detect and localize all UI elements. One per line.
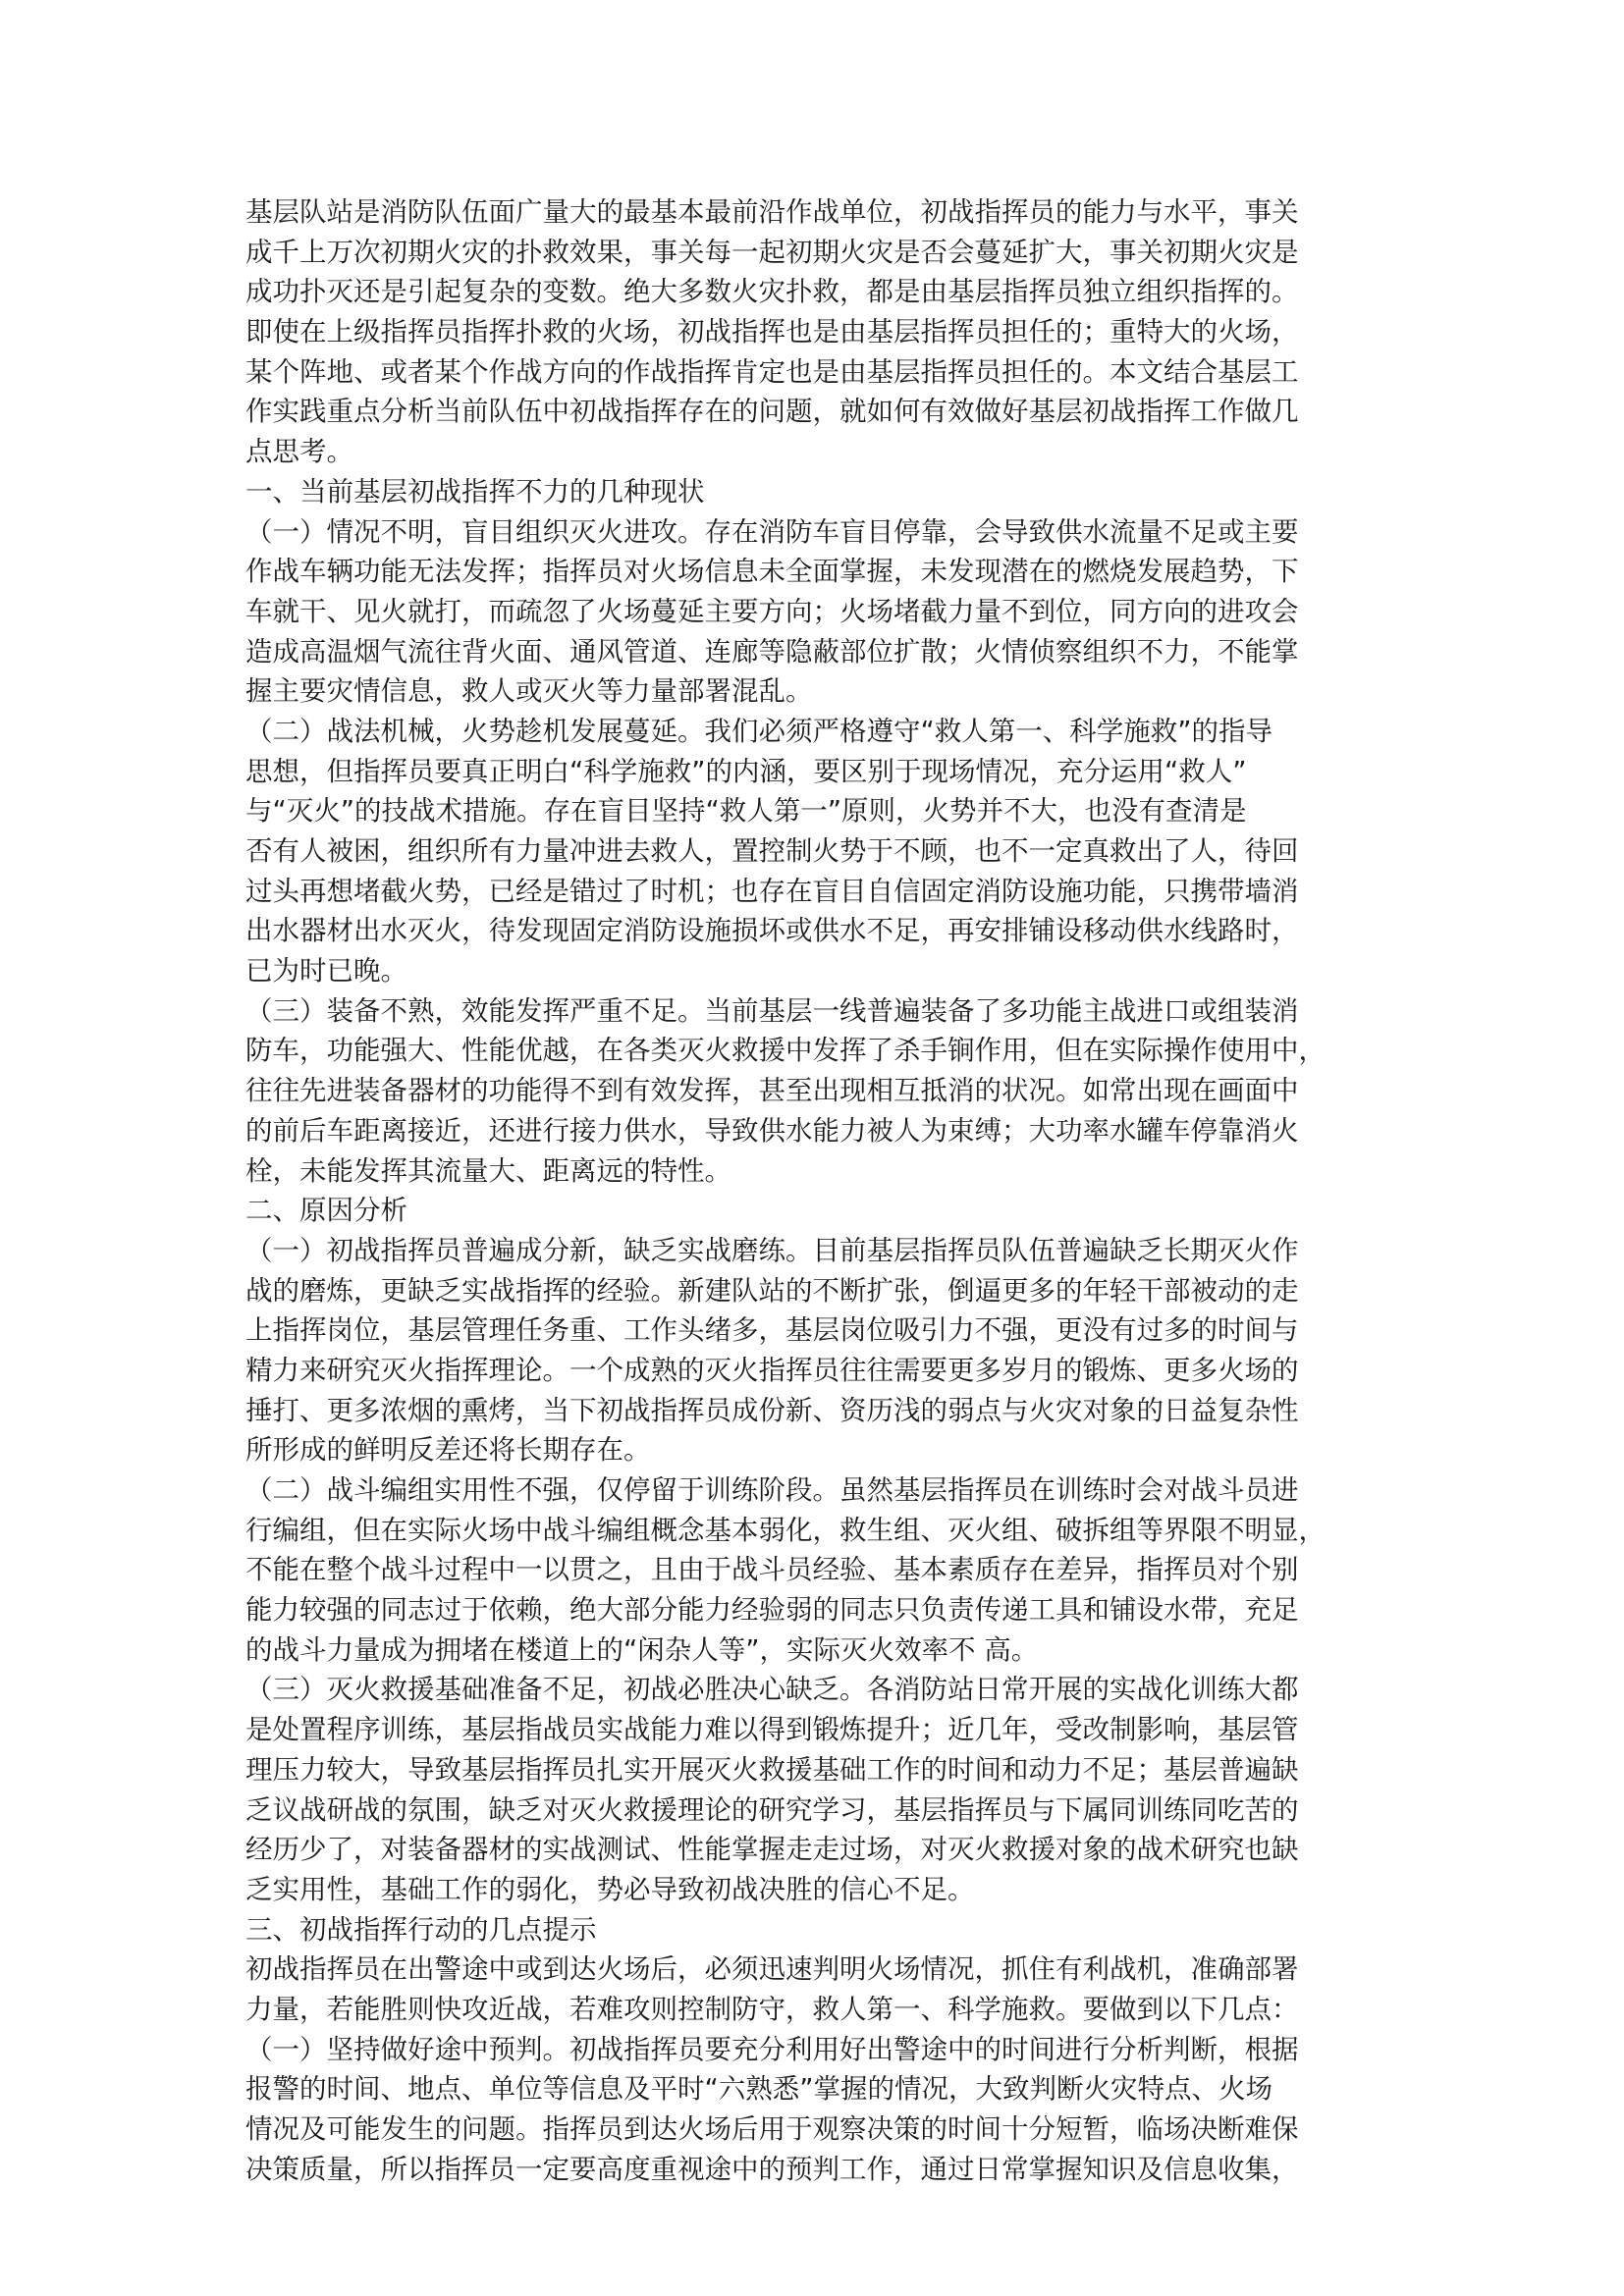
text-line: 二、原因分析	[245, 1195, 407, 1227]
text-line: 理压力较大，导致基层指挥员扎实开展灭火救援基础工作的时间和动力不足；基层普遍缺	[245, 1753, 1299, 1786]
text-line: （一）初战指挥员普遍成分新，缺乏实战磨练。目前基层指挥员队伍普遍缺乏长期灭火作	[245, 1234, 1299, 1266]
text-line: 不能在整个战斗过程中一以贯之，且由于战斗员经验、基本素质存在差异，指挥员对个别	[245, 1554, 1299, 1586]
text-line: （三）灭火救援基础准备不足，初战必胜决心缺乏。各消防站日常开展的实战化训练大都	[245, 1674, 1299, 1706]
text-line: 的前后车距离接近，还进行接力供水，导致供水能力被人为束缚；大功率水罐车停靠消火	[245, 1114, 1299, 1147]
text-line: 初战指挥员在出警途中或到达火场后，必须迅速判明火场情况，抓住有利战机，准确部署	[245, 1953, 1299, 1986]
text-line: 作战车辆功能无法发挥；指挥员对火场信息未全面掌握，未发现潜在的燃烧发展趋势，下	[245, 556, 1299, 588]
text-line: （一）情况不明，盲目组织灭火进攻。存在消防车盲目停靠，会导致供水流量不足或主要	[245, 515, 1299, 548]
text-line: 情况及可能发生的问题。指挥员到达火场后用于观察决策的时间十分短暂，临场决断难保	[245, 2113, 1299, 2145]
text-line: 往往先进装备器材的功能得不到有效发挥，甚至出现相互抵消的状况。如常出现在画面中	[245, 1075, 1299, 1107]
text-line: 造成高温烟气流往背火面、通风管道、连廊等隐蔽部位扩散；火情侦察组织不力，不能掌	[245, 635, 1299, 667]
text-line: 点思考。	[245, 436, 353, 468]
text-line: 某个阵地、或者某个作战方向的作战指挥肯定也是由基层指挥员担任的。本文结合基层工	[245, 355, 1299, 388]
text-line: （三）装备不熟，效能发挥严重不足。当前基层一线普遍装备了多功能主战进口或组装消	[245, 994, 1299, 1027]
document-body	[245, 192, 1384, 2189]
text-line: 捶打、更多浓烟的熏烤，当下初战指挥员成份新、资历浅的弱点与火灾对象的日益复杂性	[245, 1394, 1299, 1426]
text-line: 能力较强的同志过于依赖，绝大部分能力经验弱的同志只负责传递工具和铺设水带，充足	[245, 1594, 1299, 1627]
text-line: 思想，但指挥员要真正明白“科学施救”的内涵，要区别于现场情况，充分运用“救人”	[245, 755, 1247, 787]
text-line: 经历少了，对装备器材的实战测试、性能掌握走走过场，对灭火救援对象的战术研究也缺	[245, 1834, 1299, 1866]
text-line: 是处置程序训练，基层指战员实战能力难以得到锻炼提升；近几年，受改制影响，基层管	[245, 1714, 1299, 1746]
text-line: 的战斗力量成为拥堵在楼道上的“闲杂人等”，实际灭火效率不 高。	[245, 1633, 1039, 1666]
text-line: 乏实用性，基础工作的弱化，势必导致初战决胜的信心不足。	[245, 1873, 975, 1905]
text-line: 即使在上级指挥员指挥扑救的火场，初战指挥也是由基层指挥员担任的；重特大的火场，	[245, 316, 1299, 348]
text-line: 车就干、见火就打，而疏忽了火场蔓延主要方向；火场堵截力量不到位，同方向的进攻会	[245, 595, 1299, 627]
text-line: 精力来研究灭火指挥理论。一个成熟的灭火指挥员往往需要更多岁月的锻炼、更多火场的	[245, 1354, 1299, 1386]
text-line: 成千上万次初期火灾的扑救效果，事关每一起初期火灾是否会蔓延扩大，事关初期火灾是	[245, 236, 1299, 268]
text-line: 作实践重点分析当前队伍中初战指挥存在的问题，就如何有效做好基层初战指挥工作做几	[245, 396, 1299, 428]
text-line: （二）战法机械，火势趁机发展蔓延。我们必须严格遵守“救人第一、科学施救”的指导	[245, 715, 1272, 747]
text-line: 报警的时间、地点、单位等信息及平时“六熟悉”掌握的情况，大致判断火灾特点、火场	[245, 2073, 1272, 2106]
text-line: （一）坚持做好途中预判。初战指挥员要充分利用好出警途中的时间进行分析判断，根据	[245, 2033, 1299, 2065]
text-line: 上指挥岗位，基层管理任务重、工作头绪多，基层岗位吸引力不强，更没有过多的时间与	[245, 1314, 1299, 1347]
text-line: 乏议战研战的氛围，缺乏对灭火救援理论的研究学习，基层指挥员与下属同训练同吃苦的	[245, 1793, 1299, 1826]
text-line: 防车，功能强大、性能优越，在各类灭火救援中发挥了杀手锏作用，但在实际操作使用中，	[245, 1035, 1326, 1067]
text-line: 成功扑灭还是引起复杂的变数。绝大多数火灾扑救，都是由基层指挥员独立组织指挥的。	[245, 276, 1299, 308]
text-line: 力量，若能胜则快攻近战，若难攻则控制防守，救人第一、科学施救。要做到以下几点：	[245, 1993, 1299, 2025]
text-line: 出水器材出水灭火，待发现固定消防设施损坏或供水不足，再安排铺设移动供水线路时，	[245, 915, 1299, 947]
text-line: 决策质量，所以指挥员一定要高度重视途中的预判工作，通过日常掌握知识及信息收集，	[245, 2153, 1299, 2185]
text-line: 过头再想堵截火势，已经是错过了时机；也存在盲目自信固定消防设施功能，只携带墙消	[245, 875, 1299, 907]
text-line: （二）战斗编组实用性不强，仅停留于训练阶段。虽然基层指挥员在训练时会对战斗员进	[245, 1474, 1299, 1506]
text-line: 握主要灾情信息，救人或灭火等力量部署混乱。	[245, 675, 813, 708]
text-line: 三、初战指挥行动的几点提示	[245, 1913, 597, 1946]
text-line: 栓，未能发挥其流量大、距离远的特性。	[245, 1154, 731, 1187]
text-line: 已为时已晚。	[245, 955, 407, 988]
text-line: 行编组，但在实际火场中战斗编组概念基本弱化，救生组、灭火组、破拆组等界限不明显，	[245, 1514, 1326, 1546]
text-line: 一、当前基层初战指挥不力的几种现状	[245, 475, 705, 507]
text-line: 所形成的鲜明反差还将长期存在。	[245, 1434, 651, 1467]
text-line: 与“灭火”的技战术措施。存在盲目坚持“救人第一”原则，火势并不大，也没有查清是	[245, 795, 1247, 828]
text-line: 基层队站是消防队伍面广量大的最基本最前沿作战单位，初战指挥员的能力与水平，事关	[245, 196, 1299, 228]
text-line: 否有人被困，组织所有力量冲进去救人，置控制火势于不顾，也不一定真救出了人，待回	[245, 835, 1299, 867]
text-line: 战的磨炼，更缺乏实战指挥的经验。新建队站的不断扩张，倒逼更多的年轻干部被动的走	[245, 1274, 1299, 1307]
